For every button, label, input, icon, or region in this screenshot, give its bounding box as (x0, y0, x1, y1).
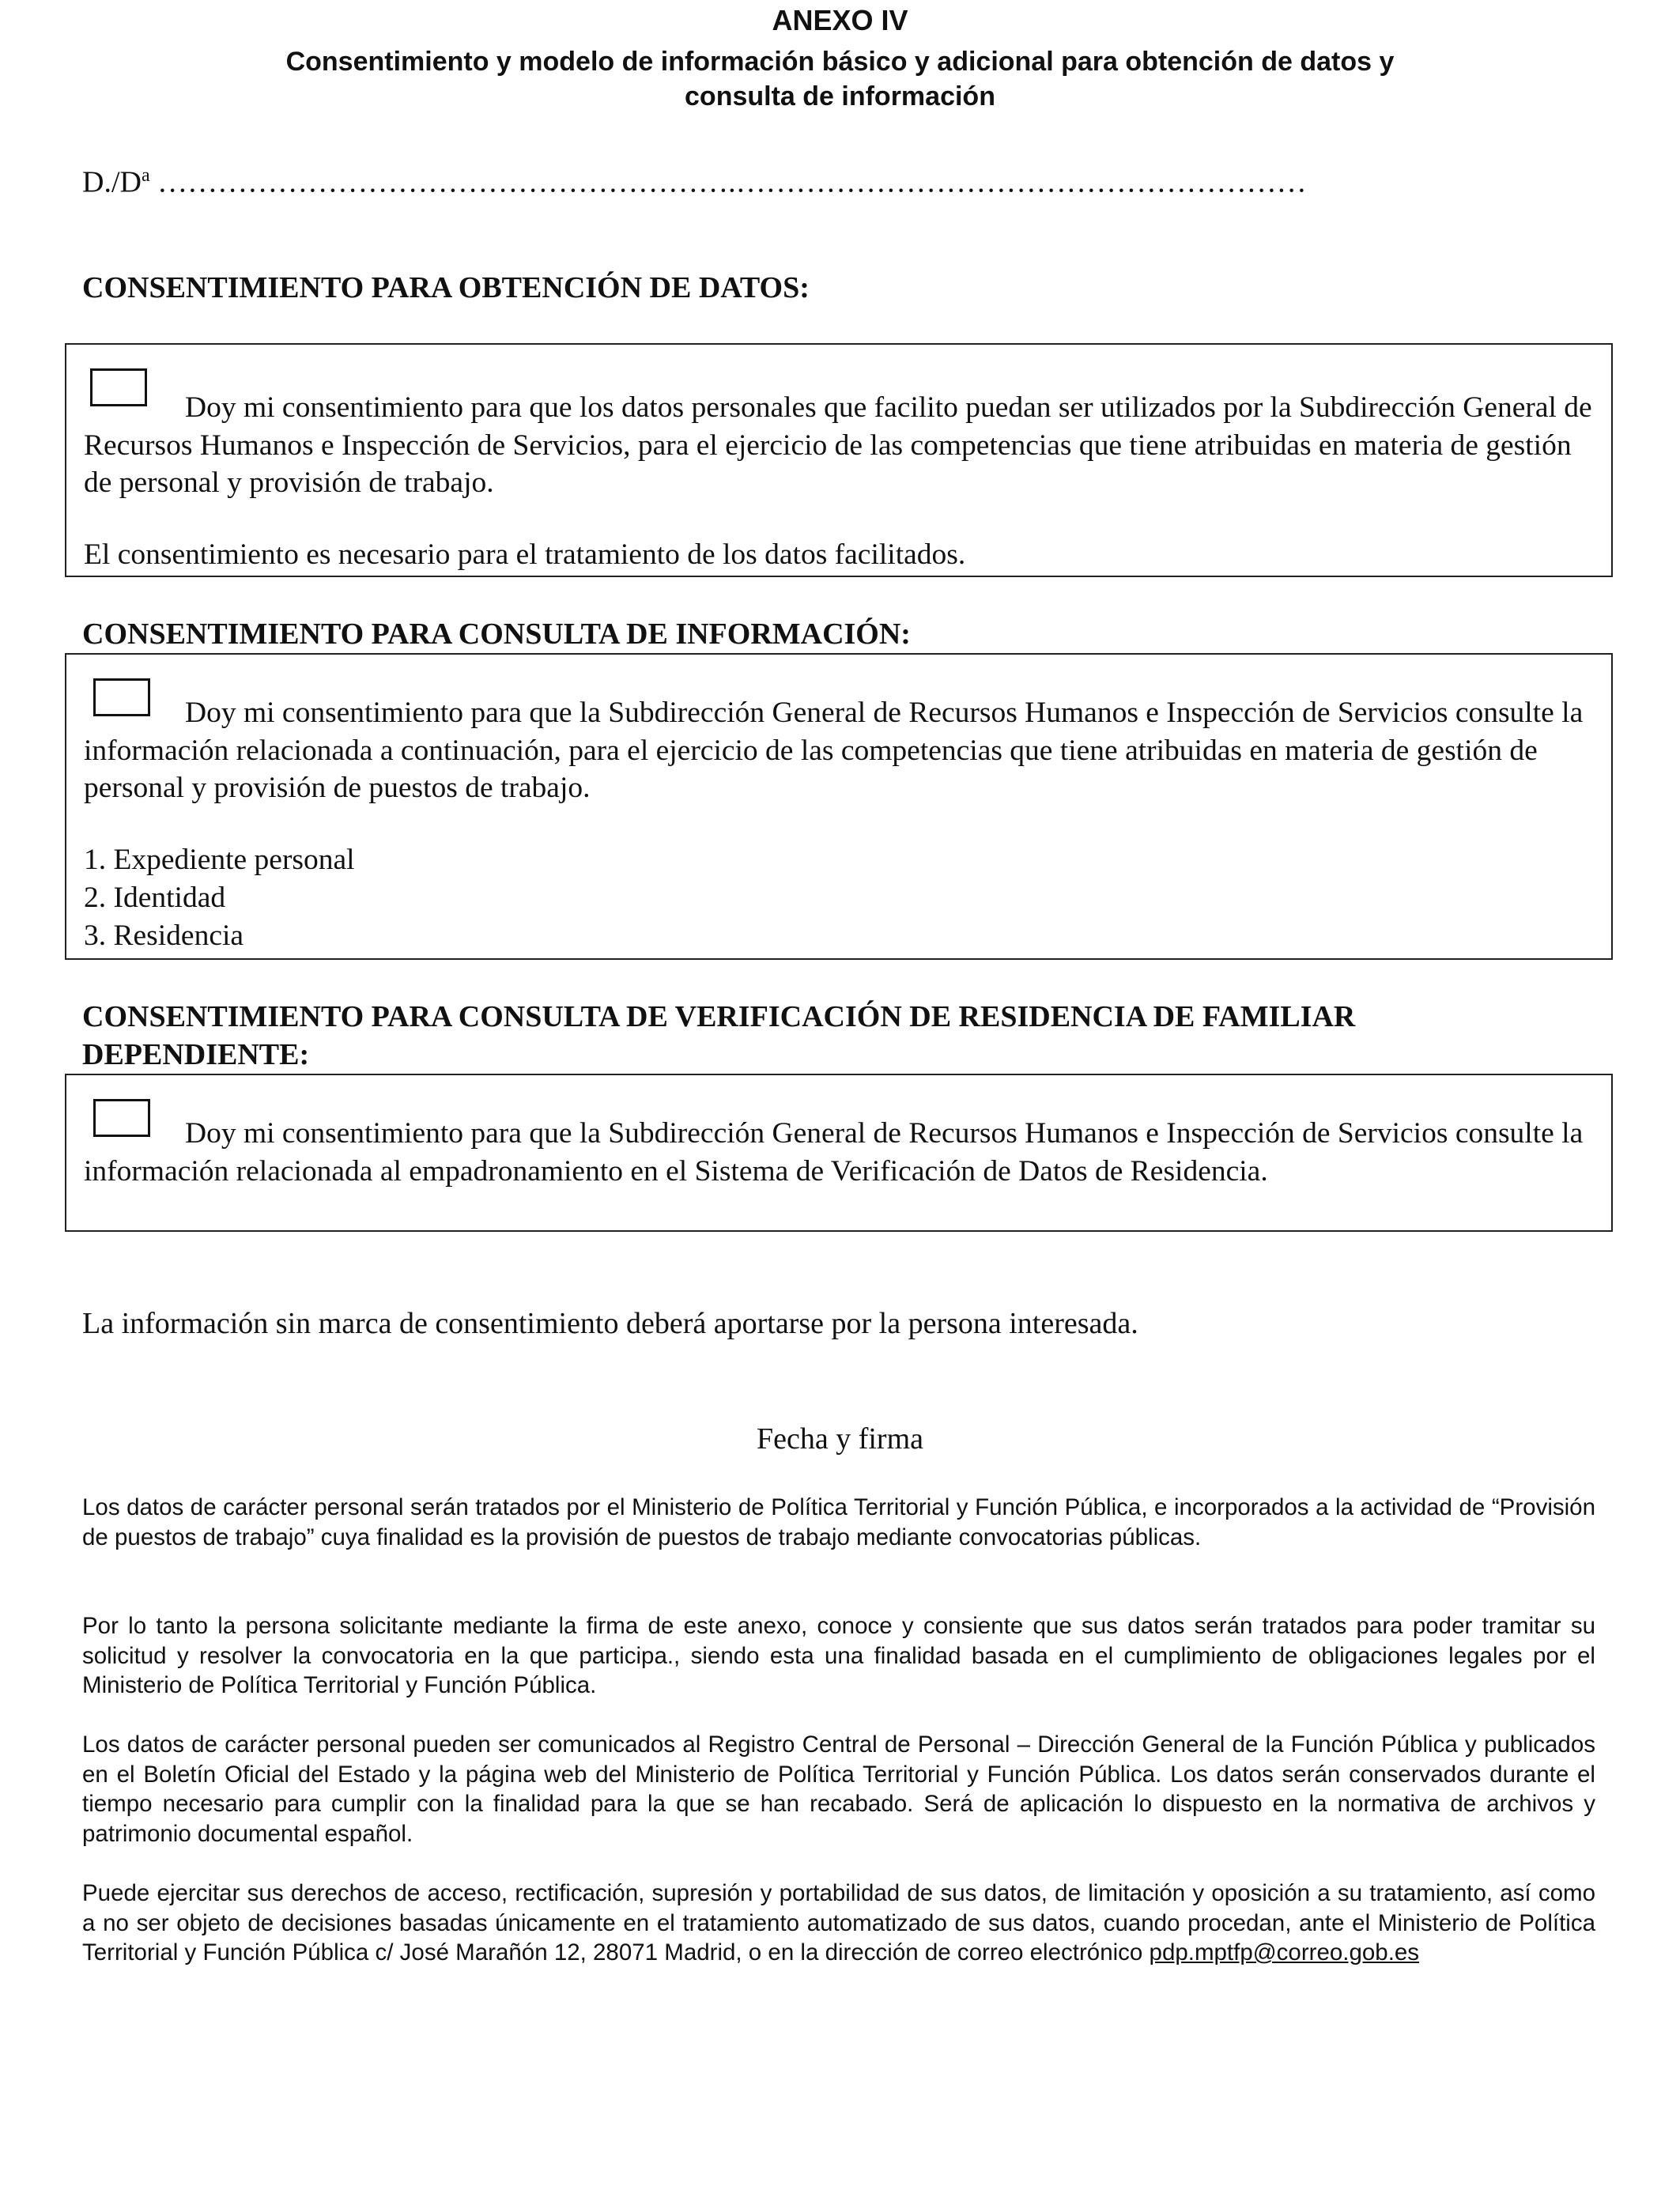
consent-text-consulta: Doy mi consentimiento para que la Subdirección General de Recursos Humanos e Inspección de Servicios consulte la información relacionada a continuación, para el ejercicio de las competencias que tiene atribuidas en materia de gestión de personal y provisión de puestos de trabajo. (84, 697, 1584, 804)
email-link[interactable]: pdp.mptfp@correo.gob.es (1149, 1939, 1420, 1966)
consent-text-obtencion: Doy mi consentimiento para que los datos personales que facilito puedan ser utilizados por la Subdirección General de Recursos Humanos e Inspección de Servicios, para el ejercicio de las competencias que tiene atribuidas en materia de gestión de personal y provisión de trabajo. (84, 391, 1592, 499)
legal-paragraph-2: Por lo tanto la persona solicitante mediante la firma de este anexo, conoce y consiente que sus datos serán tratados para poder tramitar su solicitud y resolver la convocatoria en la que participa., siendo esta una finalidad basada en el cumplimiento de obligaciones legales por el Ministerio de Política Territorial y Función Pública. (82, 1613, 1595, 1698)
consent-box-residencia (65, 1074, 1613, 1232)
legal-paragraph-4: Puede ejercitar sus derechos de acceso, rectificación, supresión y portabilidad de sus datos, de limitación y oposición a su tratamiento, así como a no ser objeto de decisiones basadas únicamente en el tratamiento automatizado de sus datos, cuando procedan, ante el Ministerio de Política Territorial y Función Pública c/ José Marañón 12, 28071 Madrid, o en la dirección de correo electrónico pdp.mptfp@correo.gob.es (82, 1880, 1595, 1966)
applicant-name-line[interactable] (82, 158, 1307, 200)
consent-note-obtencion: El consentimiento es necesario para el tratamiento de los datos facilitados. (84, 538, 966, 571)
consulta-item-3: 3. Residencia (84, 920, 244, 952)
consent-box-consulta (65, 653, 1613, 960)
consent-text-residencia: Doy mi consentimiento para que la Subdirección General de Recursos Humanos e Inspección de Servicios consulte la información relacionada al empadronamiento en el Sistema de Verificación de Datos de Residencia. (84, 1117, 1584, 1188)
consulta-item-1: 1. Expediente personal (84, 844, 355, 876)
annex-subtitle: Consentimiento y modelo de información básico y adicional para obtención de datos y consulta de información (285, 47, 1395, 111)
signature-label[interactable]: Fecha y firma (756, 1422, 924, 1456)
heading-obtencion-datos: CONSENTIMIENTO PARA OBTENCIÓN DE DATOS: (82, 271, 810, 304)
annex-title: ANEXO IV (772, 4, 908, 36)
consulta-item-2: 2. Identidad (84, 882, 226, 914)
legal-paragraph-1: Los datos de carácter personal serán tratados por el Ministerio de Política Territorial y Función Pública, e incorporados a la actividad de “Provisión de puestos de trabajo” cuya finalidad es la provisión de puestos de trabajo mediante convocatorias públicas. (82, 1494, 1595, 1550)
applicant-name-dots: ………………………………………………….………………………………………………… (157, 165, 1307, 199)
heading-verificacion-residencia-line1: CONSENTIMIENTO PARA CONSULTA DE VERIFICACIÓN DE RESIDENCIA DE FAMILIAR (82, 1000, 1356, 1033)
applicant-prefix-sup: a (141, 165, 150, 186)
consent-box-obtencion (65, 343, 1613, 577)
heading-consulta-informacion: CONSENTIMIENTO PARA CONSULTA DE INFORMACIÓN: (82, 617, 911, 651)
applicant-prefix: D./D (82, 165, 142, 199)
legal-paragraph-3: Los datos de carácter personal pueden ser comunicados al Registro Central de Personal – Dirección General de la Función Pública y publicados en el Boletín Oficial del Estado y la página web del Ministerio de Política Territorial y Función Pública. Los datos serán conservados durante el tiempo necesario para cumplir con la finalidad para la que se han recabado. Será de aplicación lo dispuesto en la normativa de archivos y patrimonio documental español. (82, 1731, 1595, 1847)
heading-verificacion-residencia-line2: DEPENDIENTE: (82, 1038, 310, 1071)
footer-note: La información sin marca de consentimiento deberá aportarse por la persona interesada. (82, 1307, 1138, 1340)
